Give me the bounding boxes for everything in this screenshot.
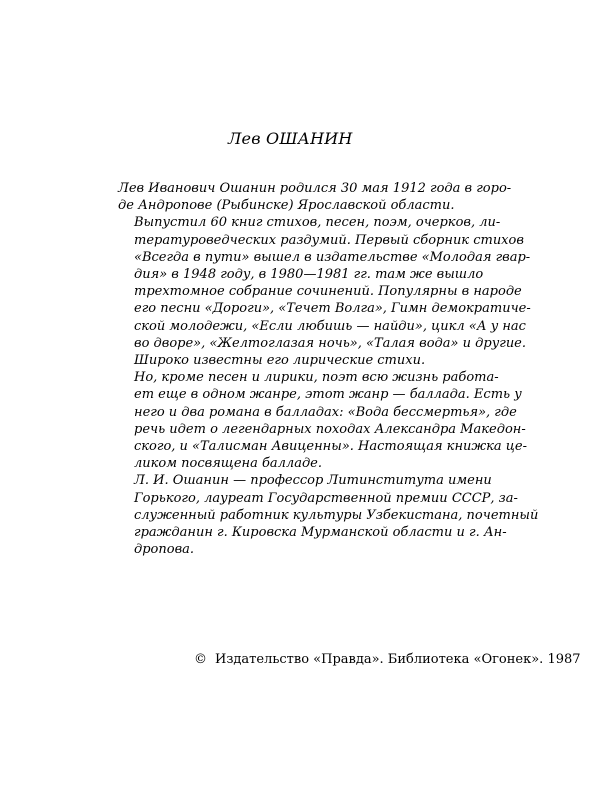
copyright-icon: © (194, 652, 207, 667)
text-line: де Андропове (Рыбинске) Ярославской области. (118, 198, 455, 214)
text-line: него и два романа в балладах: «Вода бессмертья», где (134, 404, 517, 420)
text-line: Но, кроме песен и лирики, поэт всю жизнь работа- (134, 370, 499, 386)
text-line: Широко известны его лирические стихи. (134, 353, 426, 369)
publisher-colophon (194, 652, 581, 667)
text-line: ской молодежи, «Если любишь — найди», цикл «А у нас (134, 318, 526, 334)
text-line: дропова. (134, 542, 195, 558)
author-heading (228, 129, 353, 148)
text-line: во дворе», «Желтоглазая ночь», «Талая вода» и другие. (134, 335, 527, 351)
text-line: трехтомное собрание сочинений. Популярны в народе (134, 284, 522, 300)
text-line: гражданин г. Кировска Мурманской области и г. Ан- (134, 525, 507, 541)
bio-paragraph-works (118, 214, 531, 369)
text-line: речь идет о легендарных походах Александра Македон- (134, 421, 526, 437)
text-line: ликом посвящена балладе. (134, 456, 323, 472)
bio-paragraph-birth (118, 180, 512, 214)
text-line: Л. И. Ошанин — профессор Литинститута имени (134, 473, 492, 489)
colophon-text: Издательство «Правда». Библиотека «Огонек». 1987 (215, 652, 581, 667)
text-line: его песни «Дороги», «Течет Волга», Гимн демократиче- (134, 301, 531, 317)
text-line: дия» в 1948 году, в 1980—1981 гг. там же вышло (134, 267, 484, 283)
text-line: Горького, лауреат Государственной премии СССР, за- (134, 490, 518, 506)
text-line: «Всегда в пути» вышел в издательстве «Молодая гвар- (134, 249, 531, 265)
bio-paragraph-titles (118, 472, 539, 558)
text-line: Лев Иванович Ошанин родился 30 мая 1912 года в горо- (118, 181, 512, 196)
author-last-name: ОШАНИН (266, 129, 353, 148)
author-biography (118, 180, 539, 558)
text-line: ского, и «Талисман Авиценны». Настоящая книжка це- (134, 439, 527, 455)
bio-paragraph-ballads (118, 369, 527, 472)
text-line: ет еще в одном жанре, этот жанр — баллада. Есть у (134, 387, 522, 403)
text-line: служенный работник культуры Узбекистана, почетный (134, 507, 539, 523)
text-line: тературоведческих раздумий. Первый сборник стихов (134, 232, 524, 248)
text-line: Выпустил 60 книг стихов, песен, поэм, очерков, ли- (134, 215, 501, 231)
author-first-name: Лев (228, 129, 261, 148)
